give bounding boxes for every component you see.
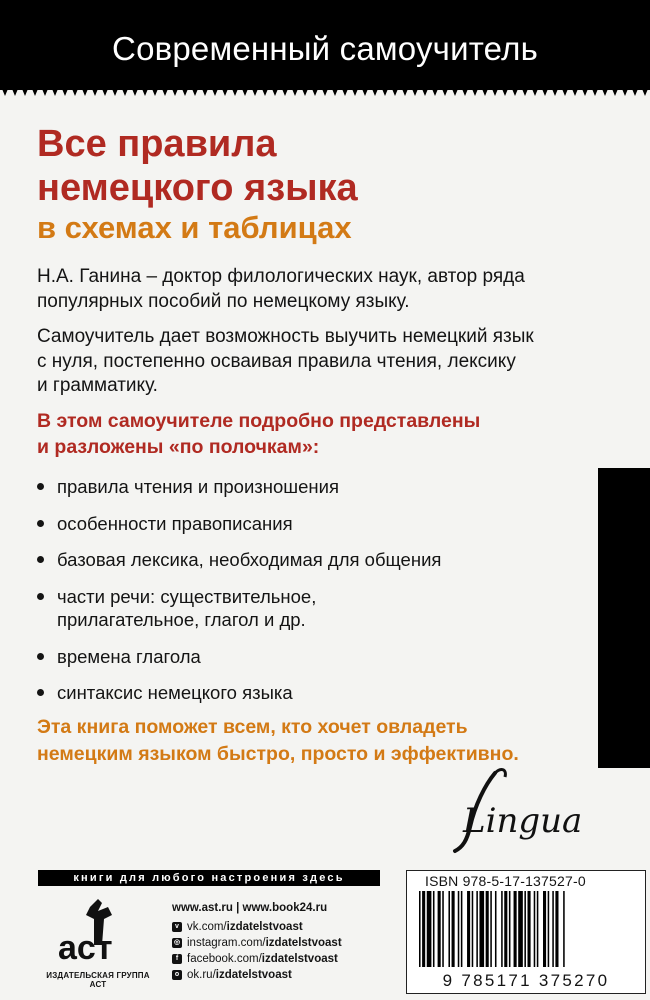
closing-statement <box>37 714 617 768</box>
list-item <box>37 645 577 669</box>
barcode-bar <box>467 891 470 967</box>
list-item-text: особенности правописания <box>57 512 293 534</box>
barcode-bar <box>486 891 489 967</box>
ast-logo-icon <box>38 893 158 973</box>
social-prefix: ok.ru/ <box>187 969 216 981</box>
barcode-bar <box>476 891 478 967</box>
bullet-icon <box>37 653 44 660</box>
social-prefix: instagram.com/ <box>187 937 266 949</box>
barcode-bar <box>419 891 421 967</box>
facebook-icon: f <box>172 954 182 964</box>
barcode-bar <box>448 891 450 967</box>
barcode-bar <box>548 891 550 967</box>
barcode-bar <box>472 891 474 967</box>
list-item-text: времена глагола <box>57 645 201 667</box>
tagline-strip: книги для любого настроения здесь <box>38 870 380 886</box>
social-prefix: facebook.com/ <box>187 953 262 965</box>
side-black-bar <box>598 468 650 768</box>
barcode-bar <box>504 891 507 967</box>
barcode-bar <box>433 891 435 967</box>
list-item <box>37 548 577 572</box>
bullet-icon <box>37 593 44 600</box>
text-line: с нуля, постепенно осваивая правила чтения, лексику <box>37 350 516 372</box>
barcode-bar <box>537 891 539 967</box>
social-handle: izdatelstvoast <box>226 921 303 933</box>
isbn-number: ISBN 978-5-17-137527-0 <box>425 873 586 889</box>
list-item <box>37 512 577 536</box>
vk-icon: v <box>172 922 182 932</box>
barcode-bar <box>438 891 441 967</box>
series-band <box>0 0 650 90</box>
publisher-links <box>172 900 342 983</box>
list-item <box>37 585 577 632</box>
barcode-bar <box>514 891 517 967</box>
website-links[interactable]: www.ast.ru | www.book24.ru <box>172 902 328 914</box>
list-item-text: прилагательное, глагол и др. <box>57 609 306 630</box>
lingua-logo <box>425 765 605 860</box>
ast-logo-text: аст <box>58 929 113 967</box>
publisher-logo <box>38 893 158 989</box>
book-title-line: Все правила <box>37 123 277 165</box>
text-line: Самоучитель дает возможность выучить немецкий язык <box>37 326 534 347</box>
barcode-bar <box>422 891 425 967</box>
barcode-bar <box>518 891 523 967</box>
text-line: и разложены «по полочкам»: <box>37 436 320 458</box>
list-item <box>37 475 577 499</box>
barcode-bar <box>524 891 526 967</box>
bullet-icon <box>37 689 44 696</box>
text-line: Н.А. Ганина – доктор филологических наук, автор ряда <box>37 266 525 287</box>
social-handle: izdatelstvoast <box>215 969 292 981</box>
barcode-bar <box>509 891 511 967</box>
publisher-name: ИЗДАТЕЛЬСКАЯ ГРУППА АСТ <box>46 971 150 989</box>
barcode-bar <box>427 891 432 967</box>
text-line: немецким языком быстро, просто и эффективно. <box>37 743 519 765</box>
social-link[interactable] <box>172 919 342 935</box>
lingua-logo-text: Lingua <box>463 801 583 841</box>
text-line: В этом самоучителе подробно представлены <box>37 410 481 432</box>
topic-list <box>37 475 577 718</box>
instagram-icon: ◎ <box>173 939 181 946</box>
bullet-icon <box>37 556 44 563</box>
barcode-bar <box>490 891 492 967</box>
book-subtitle: в схемах и таблицах <box>37 210 352 245</box>
barcode-bar <box>479 891 484 967</box>
barcode-bar <box>442 891 444 967</box>
ok-icon: o <box>172 970 182 980</box>
description <box>37 325 577 399</box>
social-handle: izdatelstvoast <box>261 953 338 965</box>
bullet-icon <box>37 520 44 527</box>
list-item <box>37 681 577 705</box>
book-title-line: немецкого языка <box>37 167 358 209</box>
text-line: Эта книга поможет всем, кто хочет овладеть <box>37 716 468 738</box>
series-title: Современный самоучитель <box>112 30 538 67</box>
social-link[interactable] <box>172 967 342 983</box>
barcode-bar <box>458 891 460 967</box>
list-item-text: части речи: существительное, <box>57 585 317 607</box>
list-item-text: правила чтения и произношения <box>57 476 339 497</box>
book-title <box>37 122 358 210</box>
list-item-text: синтаксис немецкого языка <box>57 682 293 703</box>
barcode-bar <box>552 891 554 967</box>
list-item-text: базовая лексика, необходимая для общения <box>57 549 442 570</box>
social-link[interactable] <box>172 935 342 951</box>
text-line: и грамматику. <box>37 375 158 396</box>
author-note <box>37 265 577 314</box>
social-handle: izdatelstvoast <box>265 937 342 949</box>
text-line: популярных пособий по немецкому языку. <box>37 290 410 312</box>
barcode-bar <box>528 891 531 967</box>
band-zigzag-edge <box>0 84 650 98</box>
social-link[interactable] <box>172 951 342 967</box>
barcode-bar <box>555 891 558 967</box>
social-prefix: vk.com/ <box>187 921 227 933</box>
barcode-bar <box>543 891 546 967</box>
barcode-digits: 9 785171 375270 <box>442 971 610 990</box>
barcode-bar <box>461 891 463 967</box>
barcode-bar <box>501 891 503 967</box>
barcode-bar <box>452 891 455 967</box>
barcode-bar <box>495 891 497 967</box>
barcode-image <box>415 891 637 969</box>
barcode-bar <box>534 891 536 967</box>
isbn-barcode-block <box>406 870 646 994</box>
barcode-bar <box>563 891 565 967</box>
lead-statement <box>37 408 597 460</box>
bullet-icon <box>37 483 44 490</box>
